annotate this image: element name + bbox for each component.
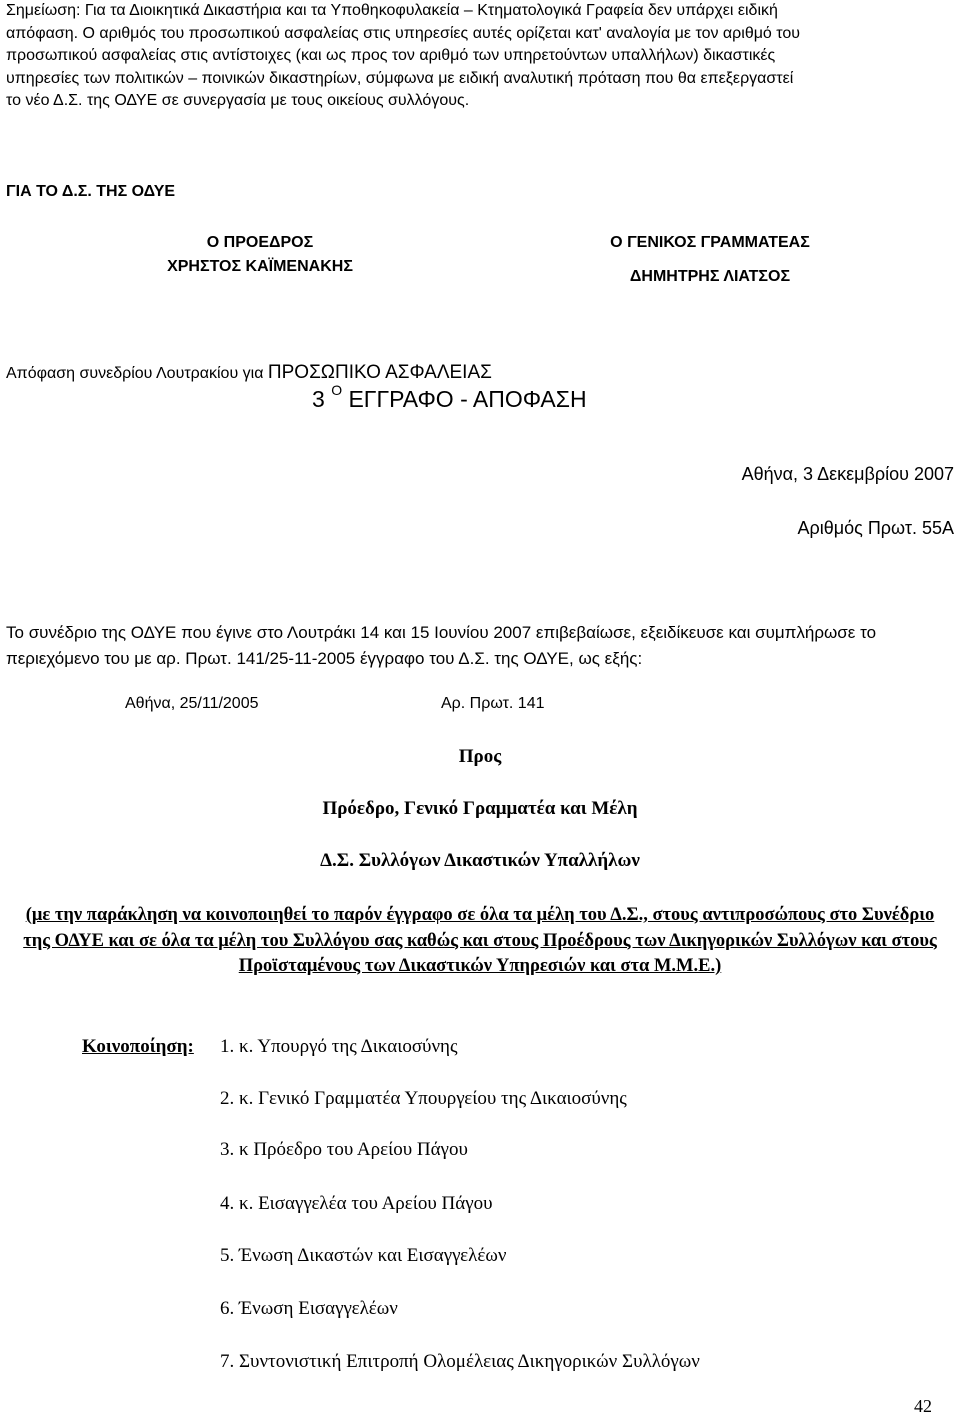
note-line: το νέο Δ.Σ. της ΟΔΥΕ σε συνεργασία με τους οικείους συλλόγους. [6, 92, 470, 109]
document-number: 3 [312, 386, 325, 412]
note-line: Σημείωση: Για τα Διοικητικά Δικαστήρια και τα Υποθηκοφυλακεία – Κτηματολογικά Γραφεία δεν υπάρχει ειδική [6, 2, 778, 19]
document-heading [312, 382, 587, 413]
cc-item: 2. κ. Γενικό Γραμματέα Υπουργείου της Δικαιοσύνης [220, 1088, 627, 1109]
recipients-line: Πρόεδρο, Γενικό Γραμματέα και Μέλη [322, 798, 638, 819]
signature-role: Ο ΓΕΝΙΚΟΣ ΓΡΑΜΜΑΤΕΑΣ [610, 234, 810, 251]
inner-protocol: Αρ. Πρωτ. 141 [441, 695, 545, 712]
document-title: ΕΓΓΡΑΦΟ - ΑΠΟΦΑΣΗ [348, 386, 587, 412]
note-line: υπηρεσίες των πολιτικών – ποινικών δικαστηρίων, σύμφωνα με ειδική αναλυτική πρόταση που θα επεξεργαστεί [6, 69, 794, 87]
inner-date: Αθήνα, 25/11/2005 [125, 695, 259, 712]
decision-line [6, 362, 492, 384]
cc-item: 3. κ Πρόεδρο του Αρείου Πάγου [220, 1139, 468, 1160]
document-number-superscript: Ο [331, 382, 343, 398]
cc-item: 7. Συντονιστική Επιτροπή Ολομέλειας Δικηγορικών Συλλόγων [220, 1351, 700, 1372]
date-line: Αθήνα, 3 Δεκεμβρίου 2007 [741, 464, 954, 484]
cc-item: 6. Ένωση Εισαγγελέων [220, 1298, 398, 1319]
protocol-line: Αριθμός Πρωτ. 55Α [797, 518, 954, 538]
body-paragraph: Το συνέδριο της ΟΔΥΕ που έγινε στο Λουτράκι 14 και 15 Ιουνίου 2007 επιβεβαίωσε, εξειδίκευσε και συμπλήρωσε το περιεχόμενο του με αρ. Πρωτ. 141/25-11-2005 έγγραφο του Δ.Σ. της ΟΔΥΕ, ως εξής: [6, 623, 877, 668]
cc-label: Κοινοποίηση: [82, 1036, 194, 1057]
recipients-line-2: Δ.Σ. Συλλόγων Δικαστικών Υπαλλήλων [320, 850, 640, 871]
cc-item: 4. κ. Εισαγγελέα του Αρείου Πάγου [220, 1193, 493, 1214]
president-signature [130, 234, 390, 276]
secretary-signature [575, 234, 845, 286]
cc-item: 5. Ένωση Δικαστών και Εισαγγελέων [220, 1245, 507, 1266]
decision-subject: ΠΡΟΣΩΠΙΚΟ ΑΣΦΑΛΕΙΑΣ [267, 362, 492, 383]
note-line: απόφαση. Ο αριθμός του προσωπικού ασφαλείας στις υπηρεσίες αυτές ορίζεται κατ' αναλογία με τον αριθμό του [6, 24, 801, 42]
page-number: 42 [914, 1396, 932, 1416]
request-paragraph: (με την παράκληση να κοινοποιηθεί το παρόν έγγραφο σε όλα τα μέλη του Δ.Σ., στους αντιπροσώπους στο Συνέδριο της ΟΔΥΕ και σε όλα τα μέλη του Συλλόγου σας καθώς και στους Προέδρους των Δικηγορικών Συλλόγων και στους Προϊσταμένους των Δικαστικών Υπηρεσιών και στα Μ.Μ.Ε.) [23, 905, 937, 976]
cc-item: 1. κ. Υπουργό της Δικαιοσύνης [220, 1036, 458, 1057]
signature-name: ΔΗΜΗΤΡΗΣ ΛΙΑΤΣΟΣ [629, 268, 791, 285]
section-title: ΓΙΑ ΤΟ Δ.Σ. ΤΗΣ ΟΔΥΕ [6, 183, 176, 200]
signature-role: Ο ΠΡΟΕΔΡΟΣ [206, 234, 314, 251]
signature-name: ΧΡΗΣΤΟΣ ΚΑΪΜΕΝΑΚΗΣ [167, 258, 353, 275]
decision-prefix: Απόφαση συνεδρίου Λουτρακίου για [6, 365, 268, 382]
note-line: προσωπικού ασφαλείας στις αντίστοιχες (και ως προς τον αριθμό των υπηρετούντων υπαλλήλων) δικαστικές [6, 47, 776, 64]
note-block [6, 0, 954, 113]
to-heading: Προς [458, 746, 502, 767]
